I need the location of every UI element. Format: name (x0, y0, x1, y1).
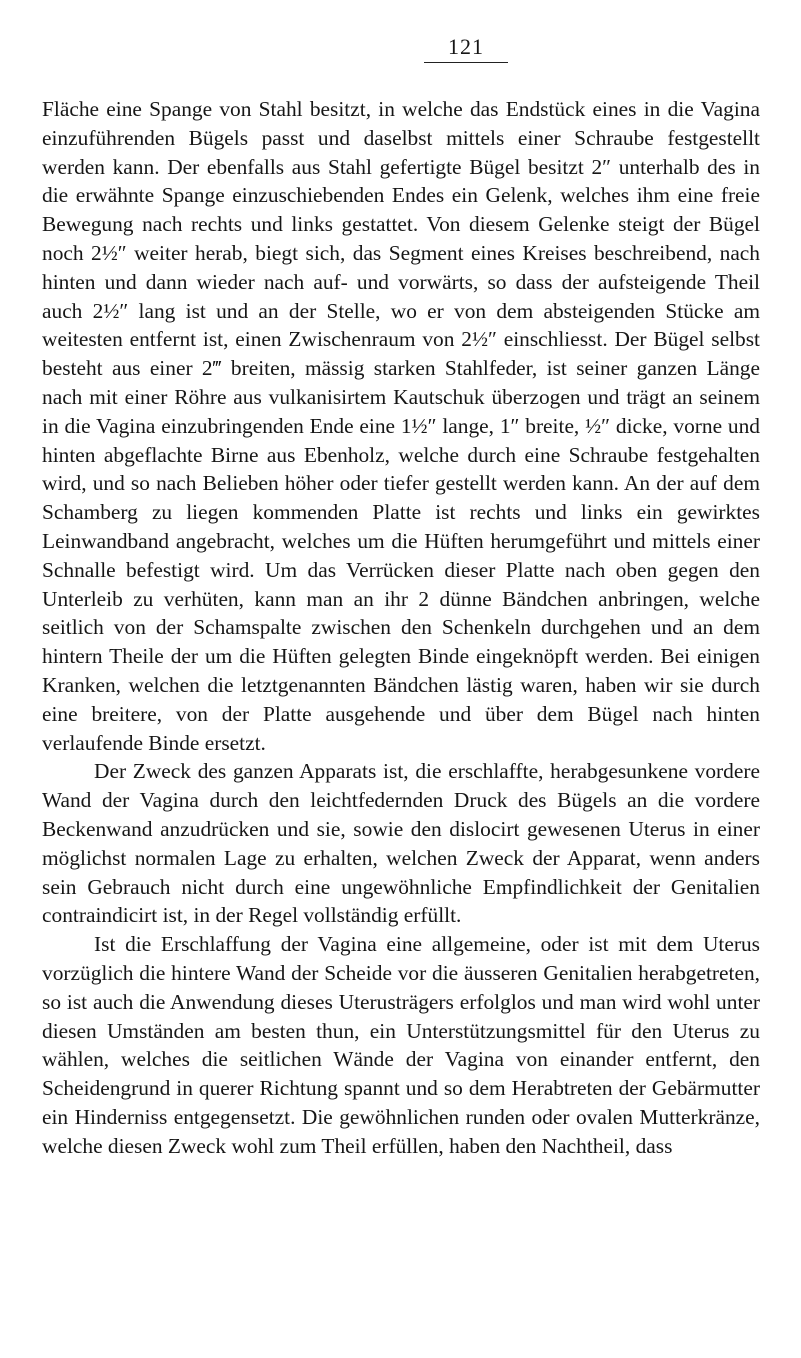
page-number-text: 121 (424, 34, 508, 63)
paragraph-2: Der Zweck des ganzen Apparats ist, die erschlaffte, herabgesunkene vordere Wand der Vagina durch den leichtfedernden Druck des Bügels an die vordere Beckenwand anzudrücken und sie, sowie den dislocirt gewesenen Uterus in einer möglichst normalen Lage zu erhalten, welchen Zweck der Apparat, wenn anders sein Gebrauch nicht durch eine ungewöhnliche Empfindlichkeit der Genitalien contraindicirt ist, in der Regel vollständig erfüllt. (42, 759, 760, 928)
page-number (172, 34, 760, 63)
book-page (42, 34, 760, 1160)
paragraph-1: Fläche eine Spange von Stahl besitzt, in welche das Endstück eines in die Vagina einzuführenden Bügels passt und daselbst mittels einer Schraube festgestellt werden kann. Der ebenfalls aus Stahl gefertigte Bügel besitzt 2″ unterhalb des in die erwähnte Spange einzuschiebenden Endes ein Gelenk, welches ihm eine freie Bewegung nach rechts und links gestattet. Von diesem Gelenke steigt der Bügel noch 2½″ weiter herab, biegt sich, das Segment eines Kreises beschreibend, nach hinten und dann wieder nach auf- und vorwärts, so dass der aufsteigende Theil auch 2½″ lang ist und an der Stelle, wo er von dem absteigenden Stücke am weitesten entfernt ist, einen Zwischenraum von 2½″ einschliesst. Der Bügel selbst besteht aus einer 2‴ breiten, mässig starken Stahlfeder, ist seiner ganzen Länge nach mit einer Röhre aus vulkanisirtem Kautschuk überzogen und trägt an seinem in die Vagina einzubringenden Ende eine 1½″ lange, 1″ breite, ½″ dicke, vorne und hinten abgeflachte Birne aus Ebenholz, welche durch eine Schraube festgehalten wird, und so nach Belieben höher oder tiefer gestellt werden kann. An der auf dem Schamberg zu liegen kommenden Platte ist rechts und links ein gewirktes Leinwandband angebracht, welches um die Hüften herumgeführt und mittels einer Schnalle befestigt wird. Um das Verrücken dieser Platte nach oben gegen den Unterleib zu verhüten, kann man an ihr 2 dünne Bändchen anbringen, welche seitlich von der Schamspalte zwischen den Schenkeln durchgehen und an dem hintern Theile der um die Hüften gelegten Binde eingeknöpft werden. Bei einigen Kranken, welchen die letztgenannten Bändchen lästig waren, haben wir sie durch eine breitere, von der Platte ausgehende und über dem Bügel nach hinten verlaufende Binde ersetzt. (42, 97, 760, 755)
paragraph-3: Ist die Erschlaffung der Vagina eine allgemeine, oder ist mit dem Uterus vorzüglich die hintere Wand der Scheide vor die äusseren Genitalien herabgetreten, so ist auch die Anwendung dieses Uterusträgers erfolglos und man wird wohl unter diesen Umständen am besten thun, ein Unterstützungsmittel für den Uterus zu wählen, welches die seitlichen Wände der Vagina von einander entfernt, den Scheidengrund in querer Richtung spannt und so dem Herabtreten der Gebärmutter ein Hinderniss entgegensetzt. Die gewöhnlichen runden oder ovalen Mutterkränze, welche diesen Zweck wohl zum Theil erfüllen, haben den Nachtheil, dass (42, 932, 760, 1158)
